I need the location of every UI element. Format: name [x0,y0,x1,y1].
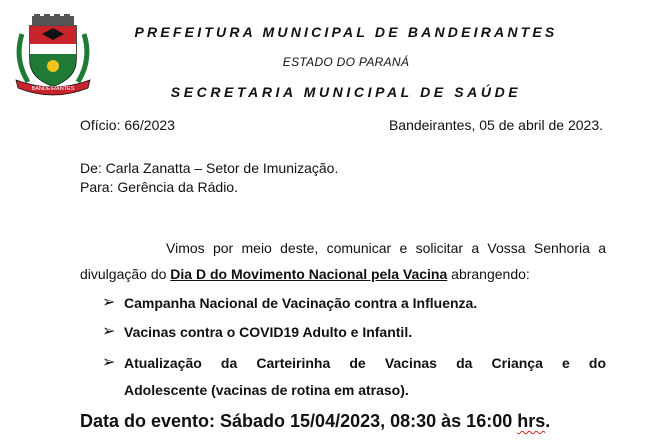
body-paragraph-line-1: Vimos por meio deste, comunicar e solicitar a Vossa Senhoria a [166,240,606,256]
municipal-crest-icon [12,14,94,98]
header-secretaria: SECRETARIA MUNICIPAL DE SAÚDE [170,84,522,100]
header-prefeitura: PREFEITURA MUNICIPAL DE BANDEIRANTES [134,24,558,40]
event-date-end: . [545,411,551,431]
header-estado: ESTADO DO PARANÁ [282,55,410,69]
spellcheck-word: hrs [517,411,546,431]
event-date [80,411,550,432]
arrow-bullet-icon: ➢ [102,294,116,311]
crest-banner-text: BANDEIRANTES [31,86,75,92]
arrow-bullet-icon: ➢ [102,323,116,340]
body-line-2-suffix: abrangendo: [447,266,530,282]
event-date-label: Data do evento: Sábado 15/04/2023, 08:30 às 16:00 [80,411,518,431]
arrow-bullet-icon: ➢ [102,354,116,371]
list-item-continuation: Adolescente (vacinas de rotina em atraso). [124,382,409,398]
list-item: Campanha Nacional de Vacinação contra a Influenza. [124,295,478,311]
list-item: Vacinas contra o COVID19 Adulto e Infantil. [124,324,413,340]
campaign-name: Dia D do Movimento Nacional pela Vacina [170,266,448,282]
oficio-number: Ofício: 66/2023 [80,117,175,133]
from-line: De: Carla Zanatta – Setor de Imunização. [80,160,339,176]
body-paragraph-line-2 [80,266,530,282]
body-line-2-prefix: divulgação do [80,266,171,282]
place-date: Bandeirantes, 05 de abril de 2023. [388,117,603,133]
list-item: Atualização da Carteirinha de Vacinas da Criança e do [124,355,606,371]
to-line: Para: Gerência da Rádio. [80,179,238,195]
